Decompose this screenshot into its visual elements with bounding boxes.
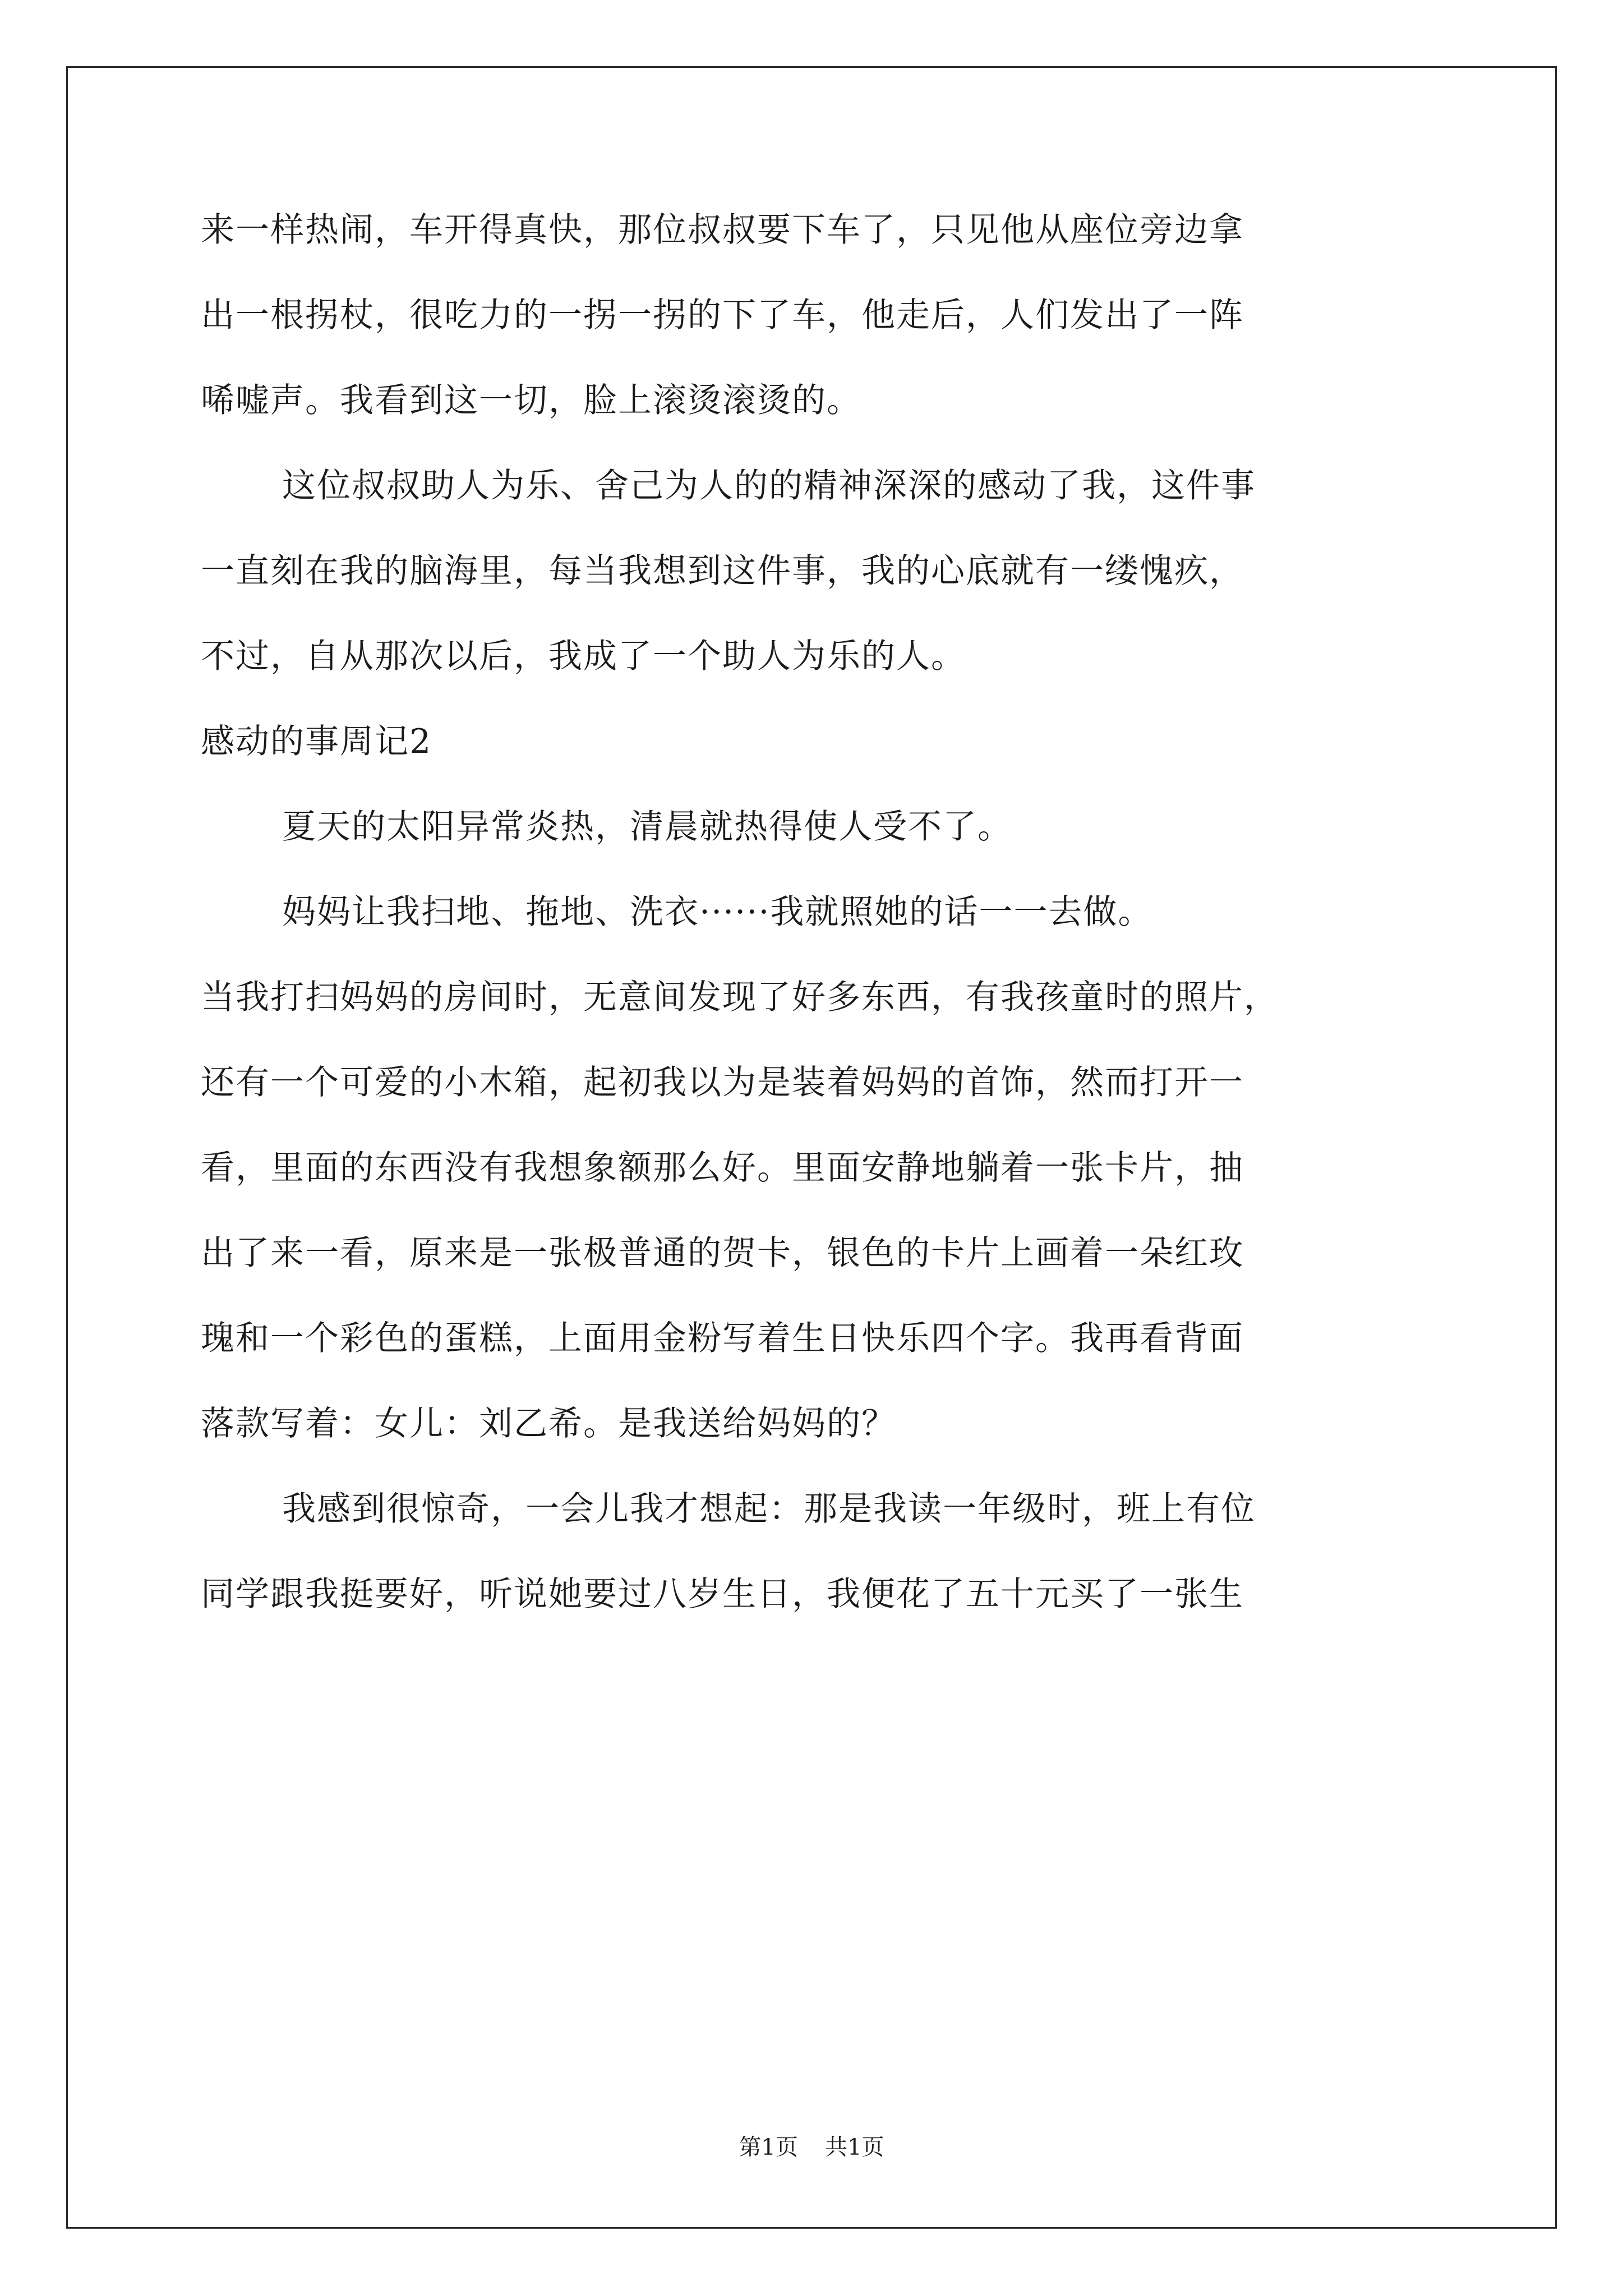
text-line: 来一样热闹，车开得真快，那位叔叔要下车了，只见他从座位旁边拿: [201, 210, 1244, 250]
paragraph: [201, 210, 1435, 420]
text-line: 看，里面的东西没有我想象额那么好。里面安静地躺着一张卡片，抽: [201, 1148, 1244, 1188]
text-line: 妈妈让我扫地、拖地、洗衣······我就照她的话一一去做。: [282, 892, 1153, 932]
text-line: 一直刻在我的脑海里，每当我想到这件事，我的心底就有一缕愧疚，: [201, 551, 1244, 591]
text-line: 唏嘘声。我看到这一切，脸上滚烫滚烫的。: [201, 381, 861, 420]
section-title: 感动的事周记2: [201, 722, 432, 761]
text-line: 出一根拐杖，很吃力的一拐一拐的下了车，他走后，人们发出了一阵: [201, 296, 1244, 335]
paragraph: [201, 1489, 1435, 1614]
document-body: [201, 210, 1435, 1663]
text-line: 这位叔叔助人为乐、舍己为人的的精神深深的感动了我，这件事: [282, 466, 1256, 505]
paragraph: [201, 892, 1435, 1443]
text-line: 夏天的太阳异常炎热，清晨就热得使人受不了。: [282, 807, 1012, 846]
paragraph: [201, 466, 1435, 676]
text-line: 瑰和一个彩色的蛋糕，上面用金粉写着生日快乐四个字。我再看背面: [201, 1319, 1244, 1358]
page-footer: [0, 2136, 1623, 2159]
text-line: 落款写着：女儿：刘乙希。是我送给妈妈的？: [201, 1404, 896, 1443]
text-line: 还有一个可爱的小木箱，起初我以为是装着妈妈的首饰，然而打开一: [201, 1063, 1244, 1102]
paragraph: [201, 807, 1435, 846]
page-number: 第1页: [739, 2134, 798, 2160]
text-line: 我感到很惊奇，一会儿我才想起：那是我读一年级时，班上有位: [282, 1489, 1256, 1529]
text-line: 出了来一看，原来是一张极普通的贺卡，银色的卡片上画着一朵红玫: [201, 1234, 1244, 1273]
text-line: 当我打扫妈妈的房间时，无意间发现了好多东西，有我孩童时的照片，: [201, 978, 1279, 1017]
text-line: 同学跟我挺要好，听说她要过八岁生日，我便花了五十元买了一张生: [201, 1575, 1244, 1614]
text-line: 不过，自从那次以后，我成了一个助人为乐的人。: [201, 637, 966, 676]
page-total: 共1页: [825, 2134, 884, 2160]
